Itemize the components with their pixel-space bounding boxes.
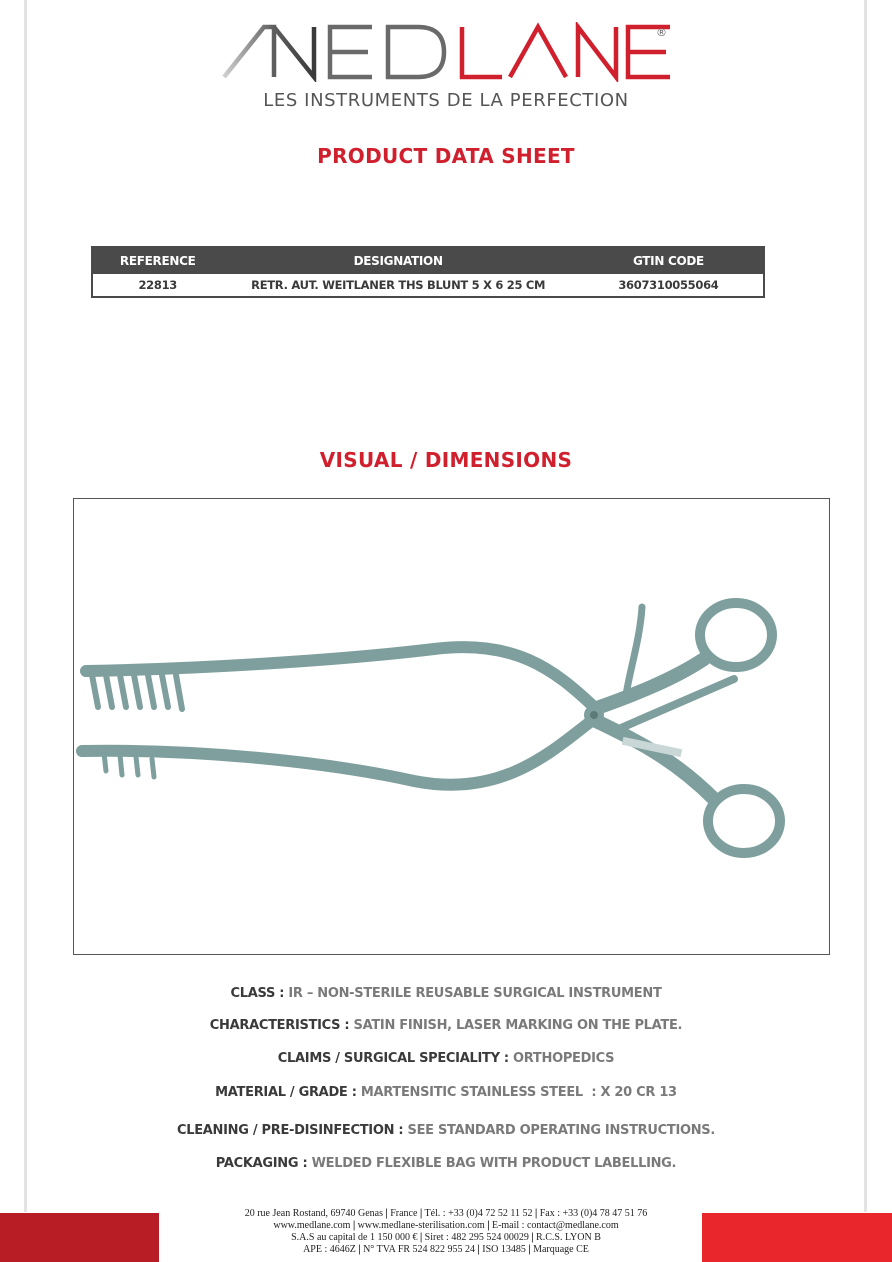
cell-reference: 22813 bbox=[92, 274, 222, 297]
footer-email[interactable]: E-mail : contact@medlane.com bbox=[491, 1220, 619, 1231]
spec-class-label: CLASS : bbox=[230, 986, 285, 1001]
product-data-sheet-title: PRODUCT DATA SHEET bbox=[317, 144, 575, 168]
medlane-logo bbox=[222, 22, 672, 82]
footer-ce: Marquage CE bbox=[533, 1244, 589, 1255]
footer-separator: | bbox=[419, 1208, 423, 1219]
cell-gtin: 3607310055064 bbox=[574, 274, 764, 297]
spec-cleaning-value: SEE STANDARD OPERATING INSTRUCTIONS. bbox=[403, 1123, 716, 1138]
footer-tel: Tél. : +33 (0)4 72 52 11 52 bbox=[424, 1208, 533, 1219]
footer-line-2 bbox=[0, 1220, 892, 1232]
visual-dimensions-title: VISUAL / DIMENSIONS bbox=[319, 448, 573, 472]
footer-web-link-sterilisation[interactable]: www.medlane-sterilisation.com bbox=[357, 1220, 485, 1231]
footer-separator: | bbox=[385, 1208, 388, 1219]
footer-web-link[interactable]: www.medlane.com bbox=[273, 1220, 351, 1231]
footer-line-3 bbox=[0, 1232, 892, 1244]
footer-line-1 bbox=[0, 1208, 892, 1220]
spec-packaging-label: PACKAGING : bbox=[215, 1156, 308, 1171]
weitlaner-retractor-image bbox=[74, 499, 828, 953]
footer-rcs: R.C.S. LYON B bbox=[536, 1232, 601, 1243]
spec-cleaning bbox=[0, 1123, 892, 1138]
spec-characteristics bbox=[0, 1018, 892, 1033]
footer-separator: | bbox=[352, 1220, 356, 1231]
header-designation: DESIGNATION bbox=[222, 247, 573, 274]
footer-contact bbox=[0, 1208, 892, 1256]
product-visual-frame bbox=[73, 498, 830, 955]
footer-tva: N° TVA FR 524 822 955 24 bbox=[363, 1244, 476, 1255]
spec-claims-label: CLAIMS / SURGICAL SPECIALITY : bbox=[277, 1051, 509, 1066]
header-reference: REFERENCE bbox=[92, 247, 222, 274]
footer-separator: | bbox=[477, 1244, 480, 1255]
spec-claims-value: ORTHOPEDICS bbox=[508, 1051, 615, 1066]
footer-iso: ISO 13485 bbox=[482, 1244, 526, 1255]
header-gtin-code: GTIN CODE bbox=[574, 247, 764, 274]
spec-claims bbox=[0, 1051, 892, 1066]
spec-cleaning-label: CLEANING / PRE-DISINFECTION : bbox=[176, 1123, 404, 1138]
spec-packaging bbox=[0, 1156, 892, 1171]
brand-tagline: LES INSTRUMENTS DE LA PERFECTION bbox=[263, 90, 629, 111]
footer-capital: S.A.S au capital de 1 150 000 € bbox=[291, 1232, 418, 1243]
footer-country: France bbox=[390, 1208, 418, 1219]
spec-class-value: IR – NON-STERILE REUSABLE SURGICAL INSTRUMENT bbox=[284, 986, 662, 1001]
footer-separator: | bbox=[419, 1232, 423, 1243]
footer-line-4 bbox=[0, 1244, 892, 1256]
footer-separator: | bbox=[528, 1244, 531, 1255]
cell-designation: RETR. AUT. WEITLANER THS BLUNT 5 X 6 25 CM bbox=[222, 274, 573, 297]
footer-separator: | bbox=[535, 1208, 538, 1219]
spec-material bbox=[0, 1085, 892, 1100]
spec-material-label: MATERIAL / GRADE : bbox=[215, 1085, 357, 1100]
reference-table bbox=[91, 246, 765, 298]
footer-ape: APE : 4646Z bbox=[303, 1244, 356, 1255]
spec-packaging-value: WELDED FLEXIBLE BAG WITH PRODUCT LABELLING. bbox=[307, 1156, 677, 1171]
registered-mark: ® bbox=[656, 26, 667, 39]
spec-characteristics-value: SATIN FINISH, LASER MARKING ON THE PLATE. bbox=[349, 1018, 683, 1033]
spec-class bbox=[0, 986, 892, 1001]
footer-fax: Fax : +33 (0)4 78 47 51 76 bbox=[539, 1208, 648, 1219]
footer-separator: | bbox=[358, 1244, 361, 1255]
footer-separator: | bbox=[531, 1232, 534, 1243]
spec-characteristics-label: CHARACTERISTICS : bbox=[209, 1018, 350, 1033]
footer-separator: | bbox=[487, 1220, 490, 1231]
footer-siret: Siret : 482 295 524 00029 bbox=[424, 1232, 529, 1243]
footer-address: 20 rue Jean Rostand, 69740 Genas bbox=[244, 1208, 384, 1219]
spec-material-value: MARTENSITIC STAINLESS STEEL : X 20 CR 13 bbox=[356, 1085, 677, 1100]
table-header-row bbox=[92, 247, 764, 274]
table-row bbox=[92, 274, 764, 297]
